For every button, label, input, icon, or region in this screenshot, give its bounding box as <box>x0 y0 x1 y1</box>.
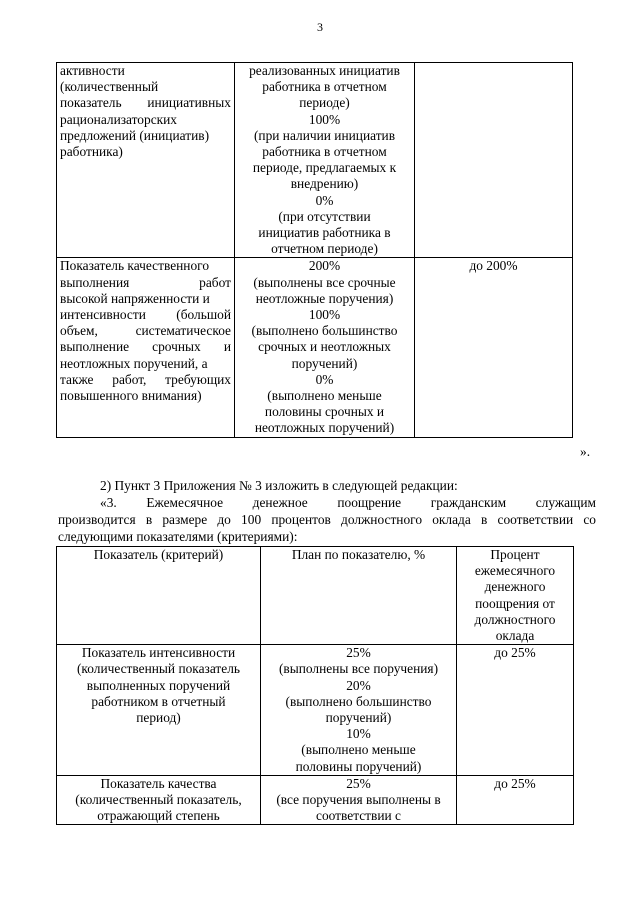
plan-line: 0% <box>315 192 334 208</box>
criterion-line: объем, систематическое <box>60 323 231 339</box>
criterion-line: предложений (инициатив) <box>60 127 210 143</box>
plan-line: работника в отчетном <box>262 144 387 160</box>
header-text: Процент <box>490 547 540 562</box>
plan-line: неотложные поручения) <box>255 290 394 306</box>
header-text: ежемесячного <box>474 563 556 579</box>
plan-line: поручений) <box>291 355 358 371</box>
plan-line: 0% <box>315 371 334 387</box>
table-row <box>57 645 574 776</box>
criterion-line: работника) <box>60 144 123 160</box>
plan-line: (выполнено меньше <box>301 742 416 758</box>
provision-line: следующими показателями (критериями): <box>58 528 298 544</box>
max-percent-cell: до 25% <box>457 645 574 776</box>
header-text: денежного <box>484 579 546 595</box>
plan-line: поручений) <box>325 710 392 726</box>
criterion-cell <box>57 258 235 437</box>
plan-line: отчетном периоде) <box>271 241 378 257</box>
criterion-line: период) <box>136 710 181 726</box>
provision-paragraph <box>58 495 596 545</box>
header-percent <box>457 547 574 645</box>
header-text: оклада <box>495 628 535 644</box>
table-row <box>57 258 573 437</box>
plan-line: (выполнено большинство <box>285 693 432 709</box>
table-header-row <box>57 547 574 645</box>
closing-quote: ». <box>580 444 591 459</box>
header-text: План по показателю, % <box>291 547 426 562</box>
plan-line: инициатив работника в <box>258 225 391 241</box>
plan-cell <box>261 775 457 825</box>
criterion-line: выполнения работ <box>60 274 231 290</box>
criterion-line: выполненных поручений <box>86 677 231 693</box>
criterion-line: выполнение срочных и <box>60 339 231 355</box>
header-text: поощрения от <box>475 595 555 611</box>
amendment-text: 2) Пункт 3 Приложения № 3 изложить в следующей редакции: <box>100 478 458 493</box>
amendment-paragraph <box>58 478 596 495</box>
plan-line: работника в отчетном <box>262 79 387 95</box>
criterion-line: высокой напряженности и <box>60 290 210 306</box>
criterion-line: Показатель интенсивности <box>81 645 236 661</box>
plan-line: периоде) <box>299 95 350 111</box>
criterion-line: (количественный показатель, <box>75 792 242 808</box>
plan-line: 100% <box>308 307 341 323</box>
plan-cell <box>235 258 415 437</box>
criterion-cell <box>57 63 235 258</box>
plan-cell <box>261 645 457 776</box>
plan-line: половины срочных и <box>264 404 385 420</box>
plan-line: (выполнены все срочные <box>253 274 396 290</box>
criterion-line: показатель инициативных <box>60 95 231 111</box>
plan-line: периоде, предлагаемых к <box>252 160 397 176</box>
criterion-line: работником в отчетный <box>91 693 226 709</box>
criterion-line: неотложных поручений, а <box>60 355 208 371</box>
table-row <box>57 775 574 825</box>
criterion-line: Показатель качества <box>100 775 217 791</box>
criterion-line: также работ, требующих <box>60 371 231 387</box>
page-number: 3 <box>317 20 323 34</box>
plan-line: срочных и неотложных <box>258 339 391 355</box>
criteria-table-continued <box>56 62 573 438</box>
plan-line: (выполнено большинство <box>251 323 398 339</box>
table-row <box>57 63 573 258</box>
criterion-line: (количественный показатель <box>76 661 241 677</box>
criterion-line: активности <box>60 63 125 78</box>
plan-line: 25% <box>346 645 371 661</box>
criterion-cell <box>57 645 261 776</box>
provision-line: «3. Ежемесячное денежное поощрение гражданским служащим <box>100 495 596 510</box>
plan-line: (при отсутствии <box>278 208 371 224</box>
criterion-cell <box>57 775 261 825</box>
plan-line: (выполнены все поручения) <box>278 661 439 677</box>
plan-line: (выполнено меньше <box>267 388 382 404</box>
plan-line: неотложных поручений) <box>254 420 395 436</box>
plan-line: реализованных инициатив <box>249 63 400 78</box>
plan-cell <box>235 63 415 258</box>
criterion-line: рационализаторских <box>60 111 178 127</box>
max-percent-cell <box>415 63 573 258</box>
criterion-line: повышенного внимания) <box>60 388 202 404</box>
provision-line: производится в размере до 100 процентов должностного оклада в соответствии со <box>58 511 596 527</box>
plan-line: 100% <box>308 111 341 127</box>
plan-line: (при наличии инициатив <box>253 127 396 143</box>
plan-line: 20% <box>346 677 371 693</box>
plan-line: половины поручений) <box>295 758 422 774</box>
header-text: Показатель (критерий) <box>93 547 224 562</box>
plan-line: (все поручения выполнены в <box>276 792 441 808</box>
plan-line: соответствии с <box>316 808 401 824</box>
plan-line: 10% <box>346 726 371 742</box>
criterion-line: отражающий степень <box>97 808 220 824</box>
plan-line: 25% <box>346 775 371 791</box>
plan-line: внедрению) <box>290 176 359 192</box>
header-plan <box>261 547 457 645</box>
max-percent-cell: до 25% <box>457 775 574 825</box>
criterion-line: (количественный <box>60 79 159 95</box>
header-criterion <box>57 547 261 645</box>
criterion-line: Показатель качественного <box>60 258 210 274</box>
plan-line: 200% <box>308 258 341 274</box>
max-percent-cell: до 200% <box>415 258 573 437</box>
criteria-table <box>56 546 574 825</box>
criterion-line: интенсивности (большой <box>60 307 231 323</box>
header-text: должностного <box>474 611 556 627</box>
